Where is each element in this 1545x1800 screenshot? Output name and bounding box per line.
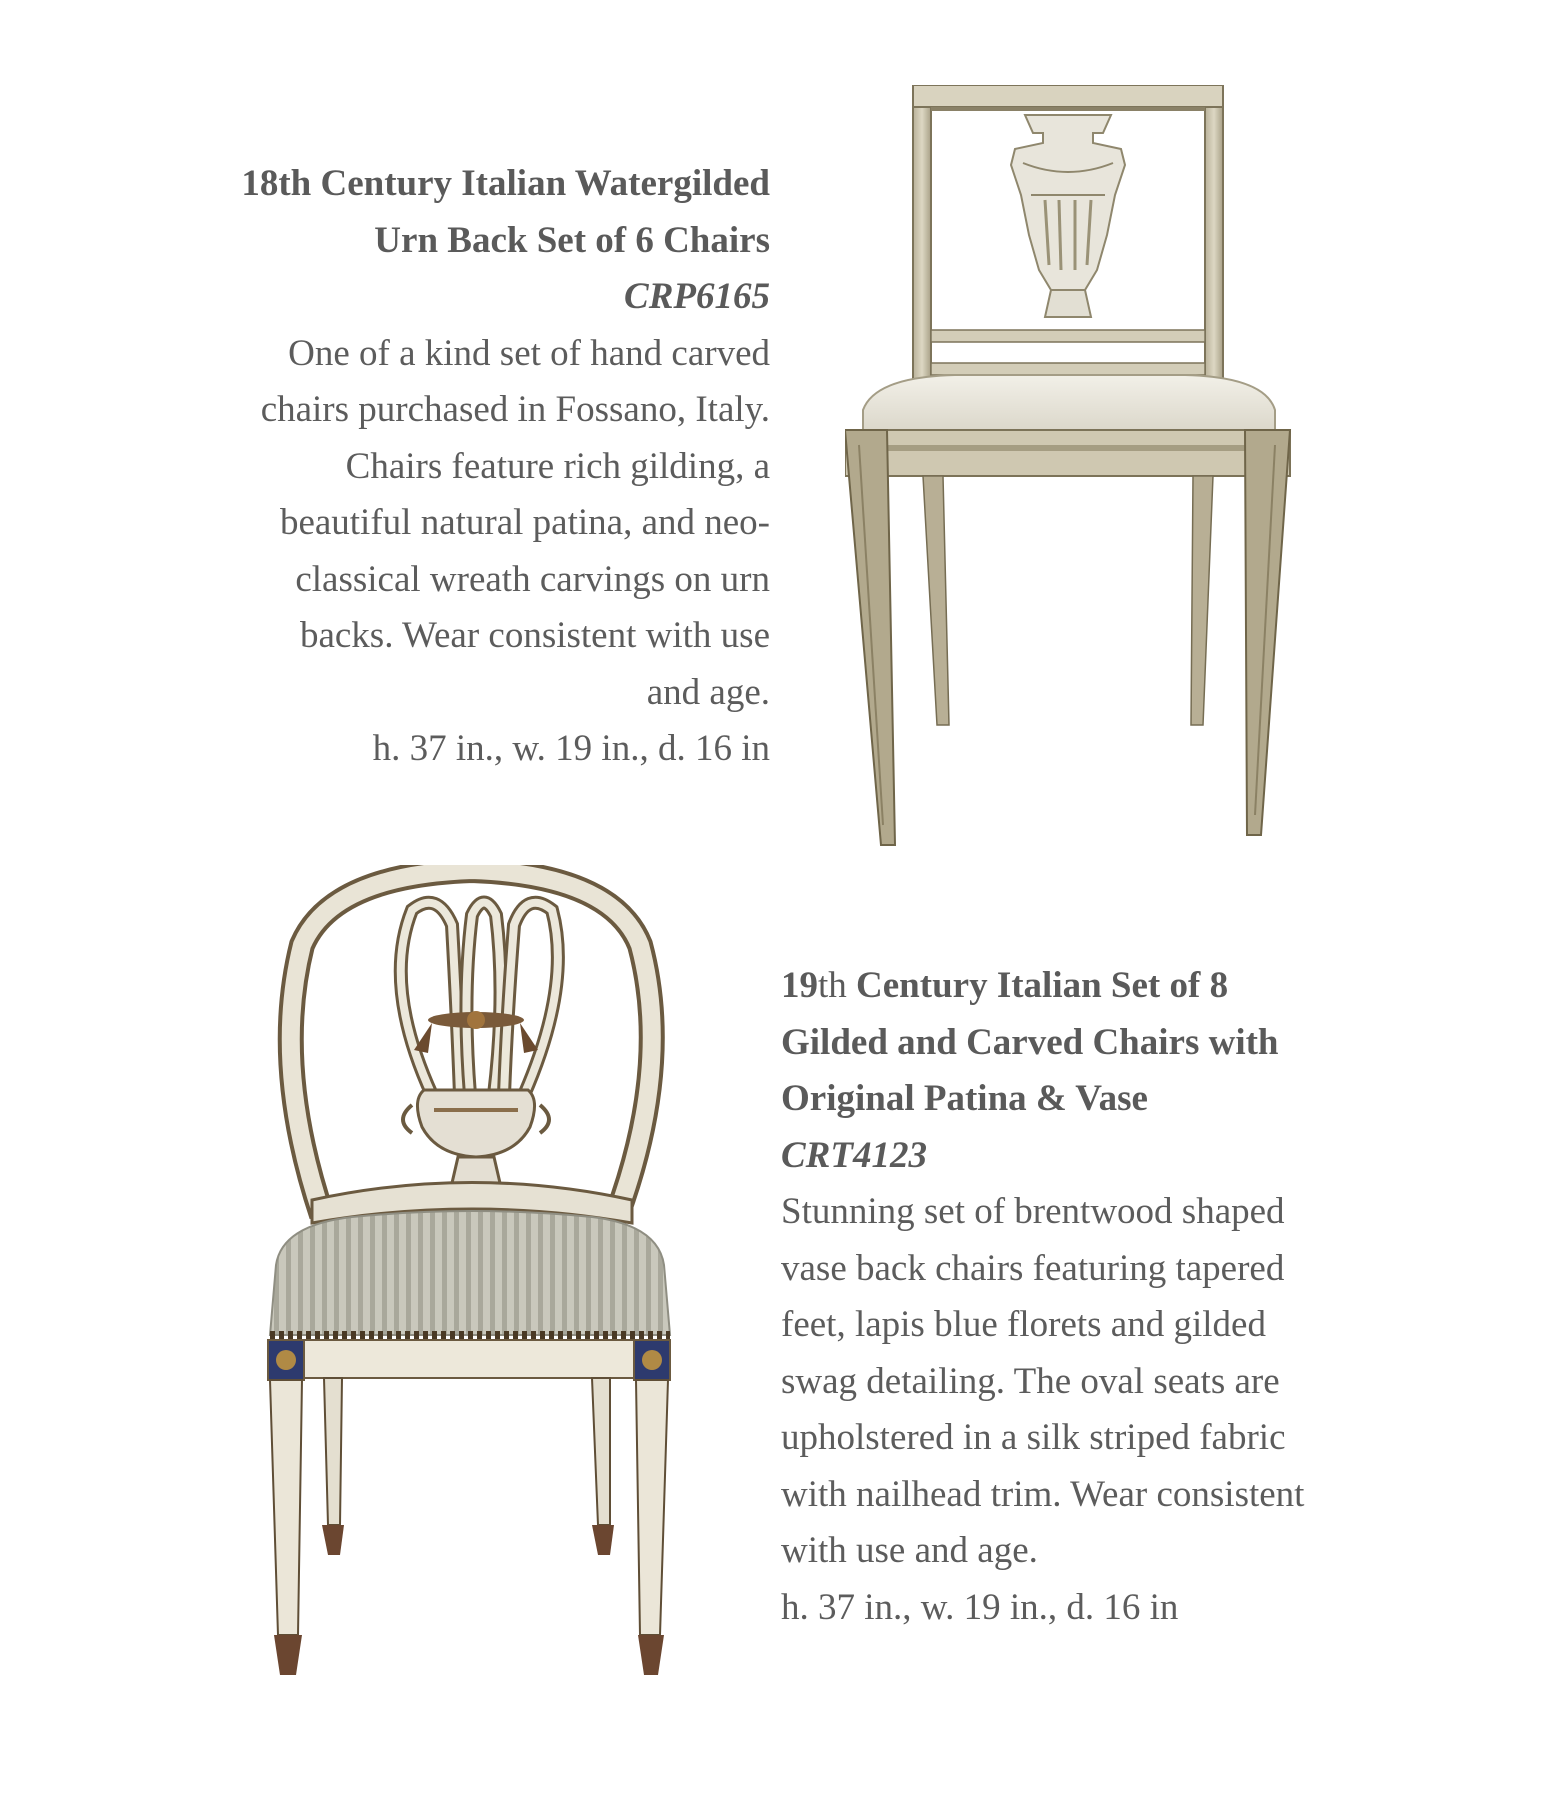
- item1-text: [120, 156, 770, 778]
- item2-title-line1: [781, 958, 1521, 1015]
- item1-desc-line: backs. Wear consistent with use: [299, 615, 770, 656]
- item1-desc-line: classical wreath carvings on urn: [295, 558, 770, 600]
- item1-dimensions: h. 37 in., w. 19 in., d. 16 in: [372, 728, 770, 769]
- item2-title-line2: Gilded and Carved Chairs with: [781, 1021, 1279, 1063]
- item2-desc-line: with nailhead trim. Wear consistent: [781, 1473, 1305, 1515]
- item2-desc-line: feet, lapis blue florets and gilded: [781, 1304, 1266, 1345]
- item1-desc-line: One of a kind set of hand carved: [288, 332, 770, 374]
- item2-title-number: 19: [781, 965, 818, 1006]
- vase-back-chair-image: [262, 865, 682, 1695]
- item2-description: [781, 1184, 1521, 1580]
- item1-desc-line: and age.: [646, 671, 770, 713]
- item1-title-line1: 18th Century Italian Watergilded: [241, 163, 770, 204]
- item2-desc-line: with use and age.: [781, 1530, 1038, 1571]
- item2-sku: CRT4123: [781, 1134, 927, 1176]
- item1-sku: CRP6165: [624, 276, 770, 317]
- item2-desc-line: vase back chairs featuring tapered: [781, 1247, 1285, 1289]
- item1-desc-line: chairs purchased in Fossano, Italy.: [260, 389, 770, 430]
- item1-title-line2: Urn Back Set of 6 Chairs: [374, 219, 770, 261]
- item1-desc-line: Chairs feature rich gilding, a: [345, 445, 770, 487]
- urn-back-chair-image: [845, 85, 1305, 855]
- item1-desc-line: beautiful natural patina, and neo-: [279, 502, 770, 543]
- item2-text: [781, 958, 1521, 1636]
- item2-title-rest: Century Italian Set of 8: [856, 965, 1229, 1006]
- item2-desc-line: upholstered in a silk striped fabric: [781, 1417, 1286, 1458]
- item2-title-ordinal: th: [818, 965, 847, 1006]
- item2-desc-line: swag detailing. The oval seats are: [781, 1360, 1280, 1402]
- item2-title-line3: Original Patina & Vase: [781, 1078, 1148, 1119]
- item2-desc-line: Stunning set of brentwood shaped: [781, 1191, 1285, 1232]
- item1-description: [120, 326, 770, 722]
- item2-dimensions: h. 37 in., w. 19 in., d. 16 in: [781, 1586, 1179, 1628]
